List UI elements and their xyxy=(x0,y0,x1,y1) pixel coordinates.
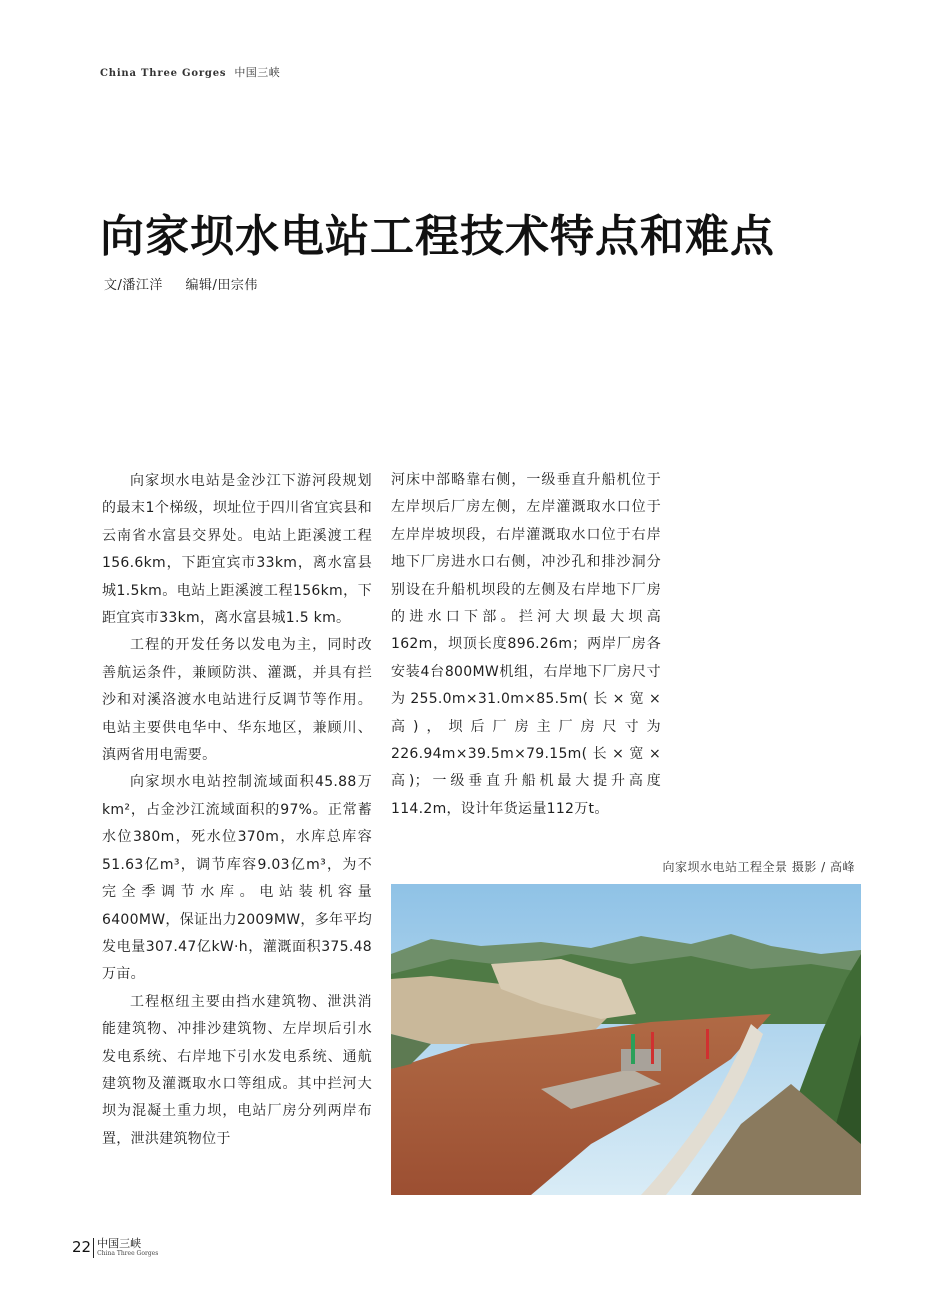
running-header xyxy=(100,64,280,80)
footer-magazine xyxy=(97,1238,158,1258)
byline xyxy=(104,274,258,293)
dam-panorama-photo xyxy=(391,884,861,1195)
paragraph: 河床中部略靠右侧，一级垂直升船机位于左岸坝后厂房左侧，左岸灌溉取水口位于左岸岸坡坝段，右岸灌溉取水口位于右岸地下厂房进水口右侧，冲沙孔和排沙洞分别设在升船机坝段的左侧及右岸地下厂房的进水口下部。拦河大坝最大坝高162m，坝顶长度896.26m；两岸厂房各安装4台800MW机组，右岸地下厂房尺寸为255.0m×31.0m×85.5m(长×宽×高)，坝后厂房主厂房尺寸为226.94m×39.5m×79.15m(长×宽×高)；一级垂直升船机最大提升高度114.2m，设计年货运量112万t。 xyxy=(391,472,661,817)
paragraph: 向家坝水电站是金沙江下游河段规划的最末1个梯级，坝址位于四川省宜宾县和云南省水富县交界处。电站上距溪渡工程156.6km，下距宜宾市33km，离水富县城1.5km。电站上距溪渡工程156km，下距宜宾市33km，离水富县城1.5 km。 xyxy=(102,473,372,627)
paragraph: 工程枢纽主要由挡水建筑物、泄洪消能建筑物、冲排沙建筑物、左岸坝后引水发电系统、右岸地下引水发电系统、通航建筑物及灌溉取水口等组成。其中拦河大坝为混凝土重力坝，电站厂房分列两岸布置，泄洪建筑物位于 xyxy=(102,993,372,1147)
footer-magazine-cn: 中国三峡 xyxy=(97,1237,142,1250)
author: 文/潘江洋 xyxy=(104,278,163,293)
paragraph: 工程的开发任务以发电为主，同时改善航运条件，兼顾防洪、灌溉，并具有拦沙和对溪洛渡水电站进行反调节等作用。电站主要供电华中、华东地区，兼顾川、滇两省用电需要。 xyxy=(102,637,372,764)
photo-caption: 向家坝水电站工程全景 摄影 / 高峰 xyxy=(662,860,855,874)
footer-divider xyxy=(93,1238,94,1258)
body-column-left xyxy=(102,468,372,1153)
editor: 编辑/田宗伟 xyxy=(185,278,258,293)
article-title: 向家坝水电站工程技术特点和难点 xyxy=(100,211,775,262)
page-footer xyxy=(72,1238,158,1260)
footer-magazine-en: China Three Gorges xyxy=(97,1250,159,1257)
header-magazine-en: China Three Gorges xyxy=(100,68,227,79)
page-number: 22 xyxy=(72,1238,92,1256)
header-magazine-cn: 中国三峡 xyxy=(234,66,281,79)
body-column-right xyxy=(391,467,661,823)
paragraph: 向家坝水电站控制流域面积45.88万km²，占金沙江流域面积的97%。正常蓄水位380m，死水位370m，水库总库容51.63亿m³，调节库容9.03亿m³，为不完全季调节水库。电站装机容量6400MW，保证出力2009MW，多年平均发电量307.47亿kW·h，灌溉面积375.48万亩。 xyxy=(102,774,372,983)
